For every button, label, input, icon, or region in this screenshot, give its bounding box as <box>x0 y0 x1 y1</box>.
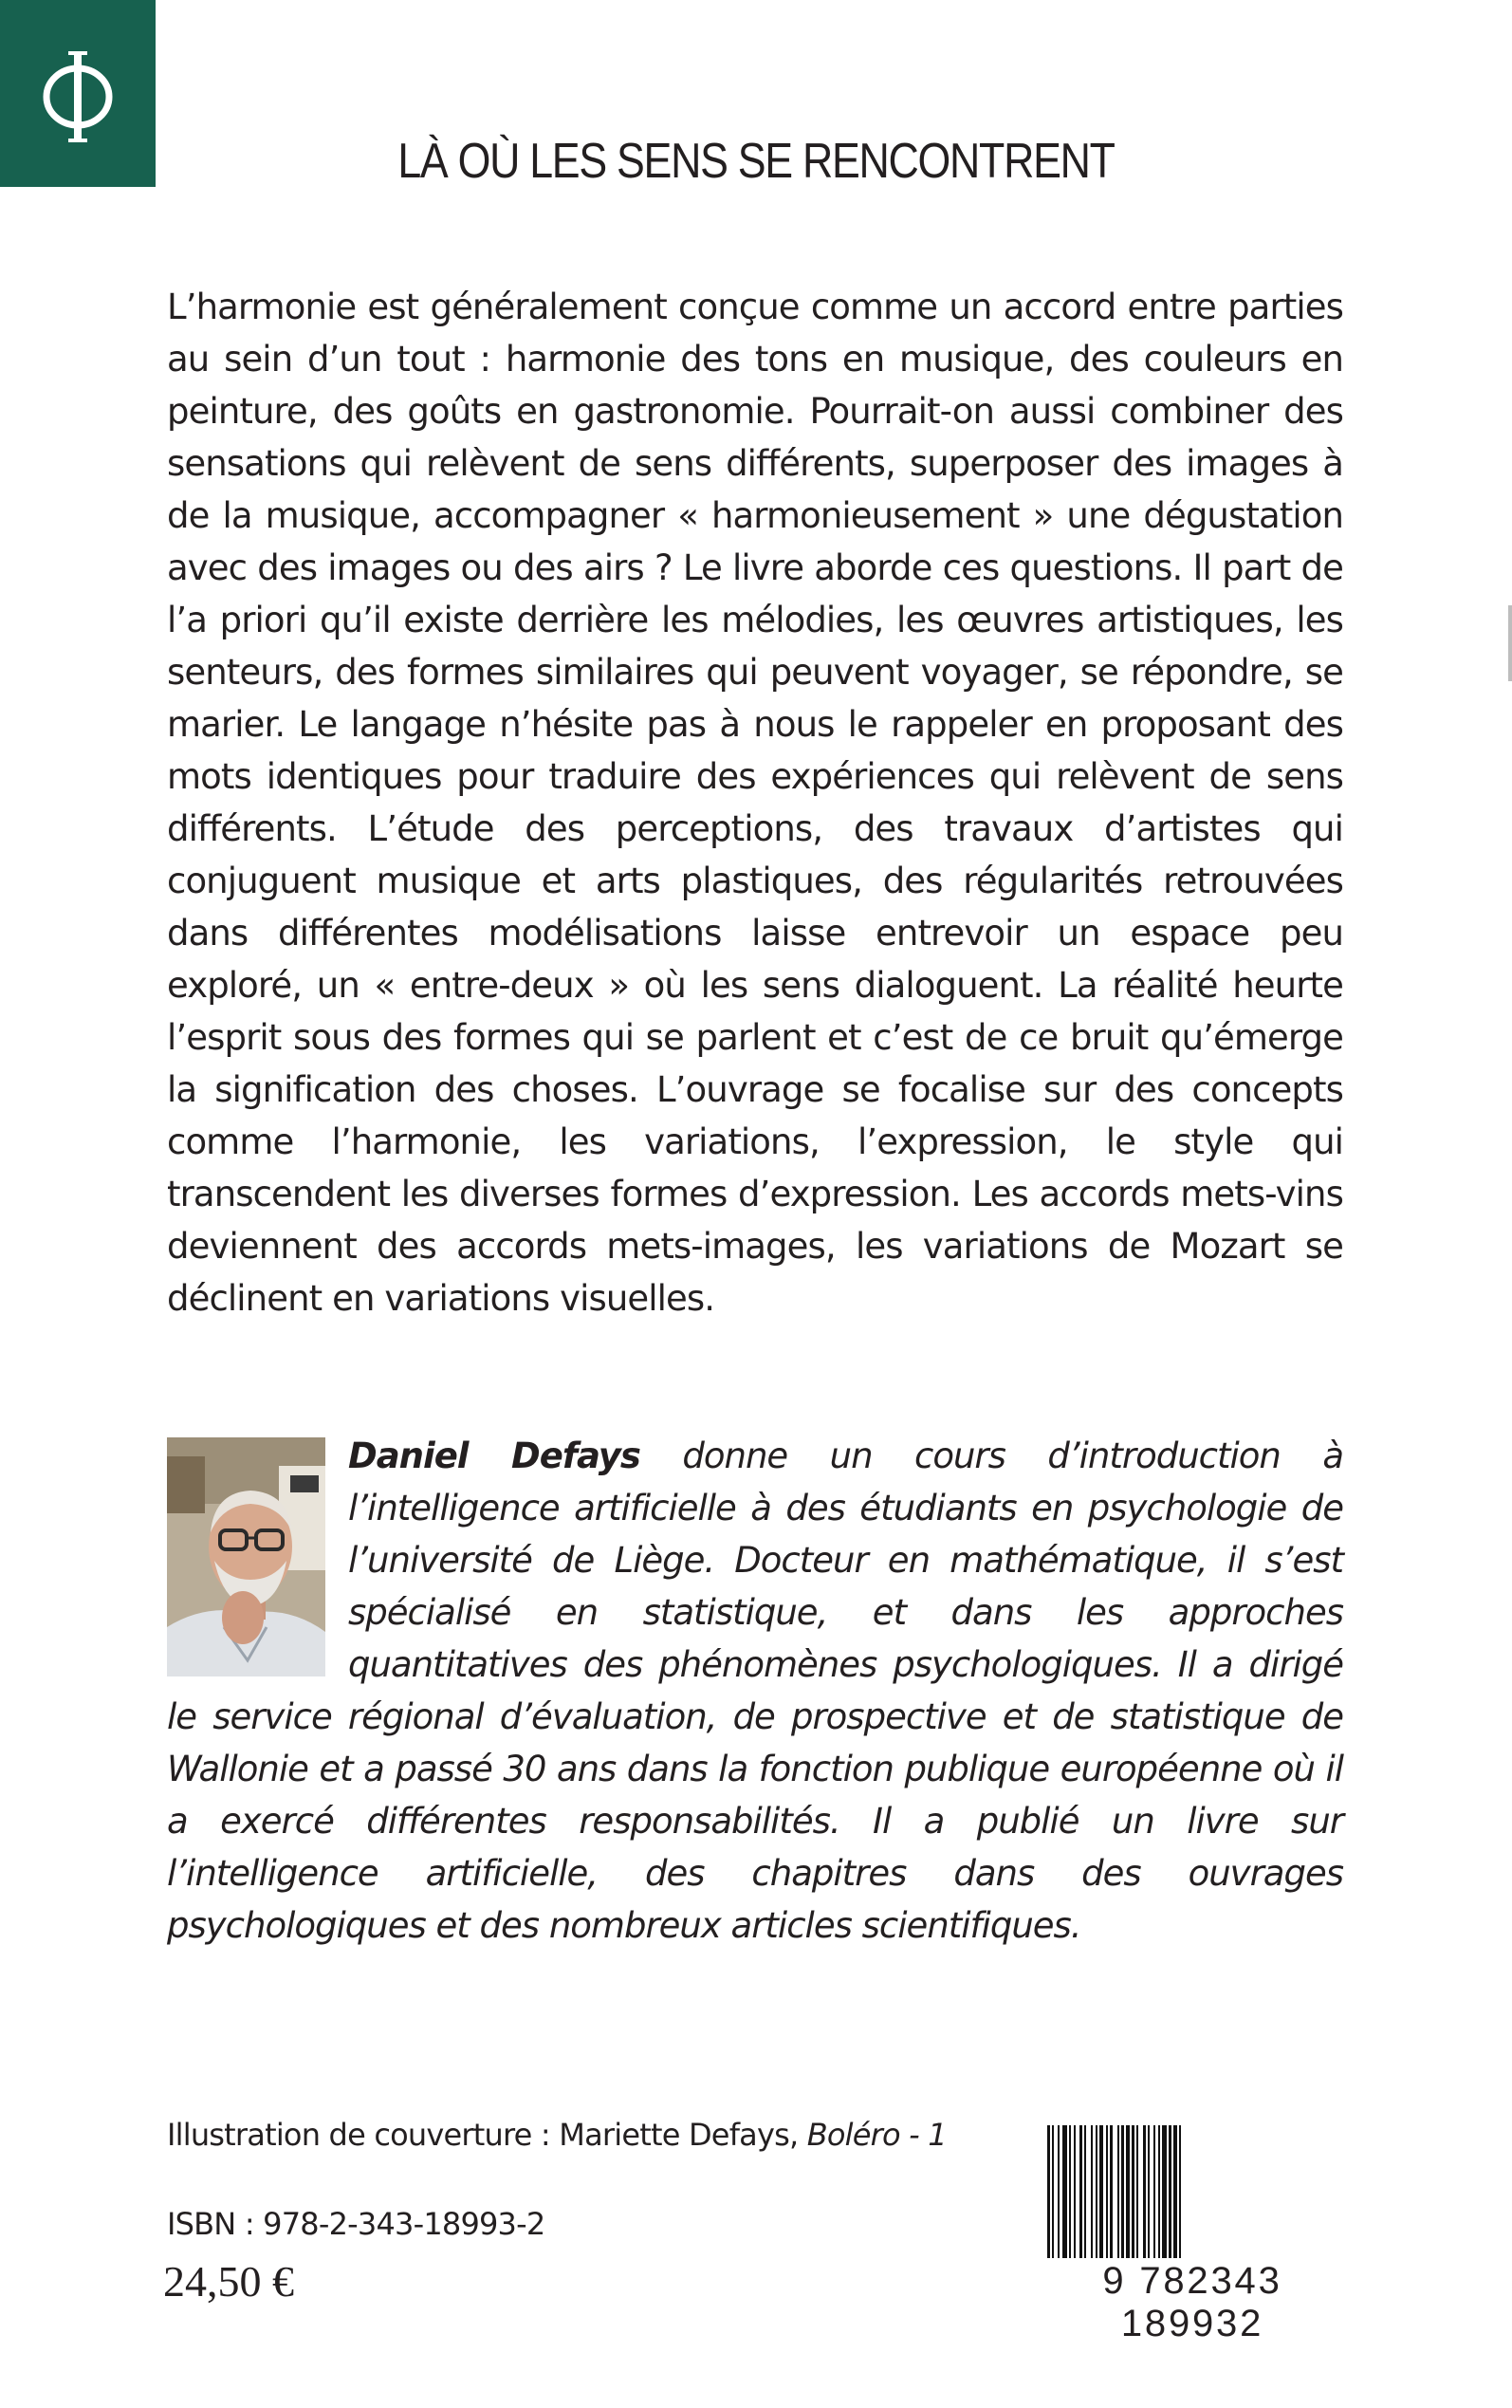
author-bio-text: donne un cours d’introduction à l’intelligence artificielle à des étudiants en psychologie de l’université de Liège. Docteur en mathématique, il s’est spécialisé en statistique, et dans les approches quantitatives des phénomènes psychologiques. Il a dirigé le service régional d’évaluation, de prospective et de statistique de Wallonie et a passé 30 ans dans la fonction publique européenne où il a exercé différentes responsabilités. Il a publié un livre sur l’intelligence artificielle, des chapitres dans des ouvrages psychologiques et des nombreux articles scientifiques. <box>167 1436 1343 1946</box>
author-name: Daniel Defays <box>348 1436 640 1476</box>
photo-spacer <box>167 1430 348 1686</box>
back-cover-blurb: L’harmonie est généralement conçue comme un accord entre parties au sein d’un tout : harmonie des tons en musique, des couleurs en peinture, des goûts en gastronomie. Pourrait-on aussi combiner des sensations qui relèvent de sens différents, superposer des images à de la musique, accompagner « harmonieusement » une dégustation avec des images ou des airs ? Le livre aborde ces questions. Il part de l’a priori qu’il existe derrière les mélodies, les œuvres artistiques, les senteurs, des formes similaires qui peuvent voyager, se répondre, se marier. Le langage n’hésite pas à nous le rappeler en proposant des mots identiques pour traduire des expériences qui relèvent de sens différents. L’étude des perceptions, des travaux d’artistes qui conjuguent musique et arts plastiques, des régularités retrouvées dans différentes modélisations laisse entrevoir un espace peu exploré, un « entre-deux » où les sens dialoguent. La réalité heurte l’esprit sous des formes qui se parlent et c’est de ce bruit qu’émerge la signification des choses. L’ouvrage se focalise sur des concepts comme l’harmonie, les variations, l’expression, le style qui transcendent les diverses formes d’expression. Les accords mets-vins deviennent des accords mets-images, les variations de Mozart se déclinent en variations visuelles. <box>167 287 1343 1319</box>
price: 24,50 € <box>163 2257 294 2306</box>
author-bio <box>167 1430 1343 1952</box>
isbn: ISBN : 978-2-343-18993-2 <box>167 2206 545 2242</box>
barcode-icon <box>1043 2125 1347 2258</box>
book-title: LÀ OÙ LES SENS SE RENCONTRENT <box>397 134 1115 189</box>
cover-illustration-credit <box>167 2117 947 2153</box>
barcode-number: 9 782343 189932 <box>1102 2260 1282 2344</box>
credit-work-title: Boléro - 1 <box>806 2117 947 2153</box>
edge-mark <box>1508 605 1512 681</box>
credit-prefix: Illustration de couverture : Mariette Defays, <box>167 2117 807 2153</box>
